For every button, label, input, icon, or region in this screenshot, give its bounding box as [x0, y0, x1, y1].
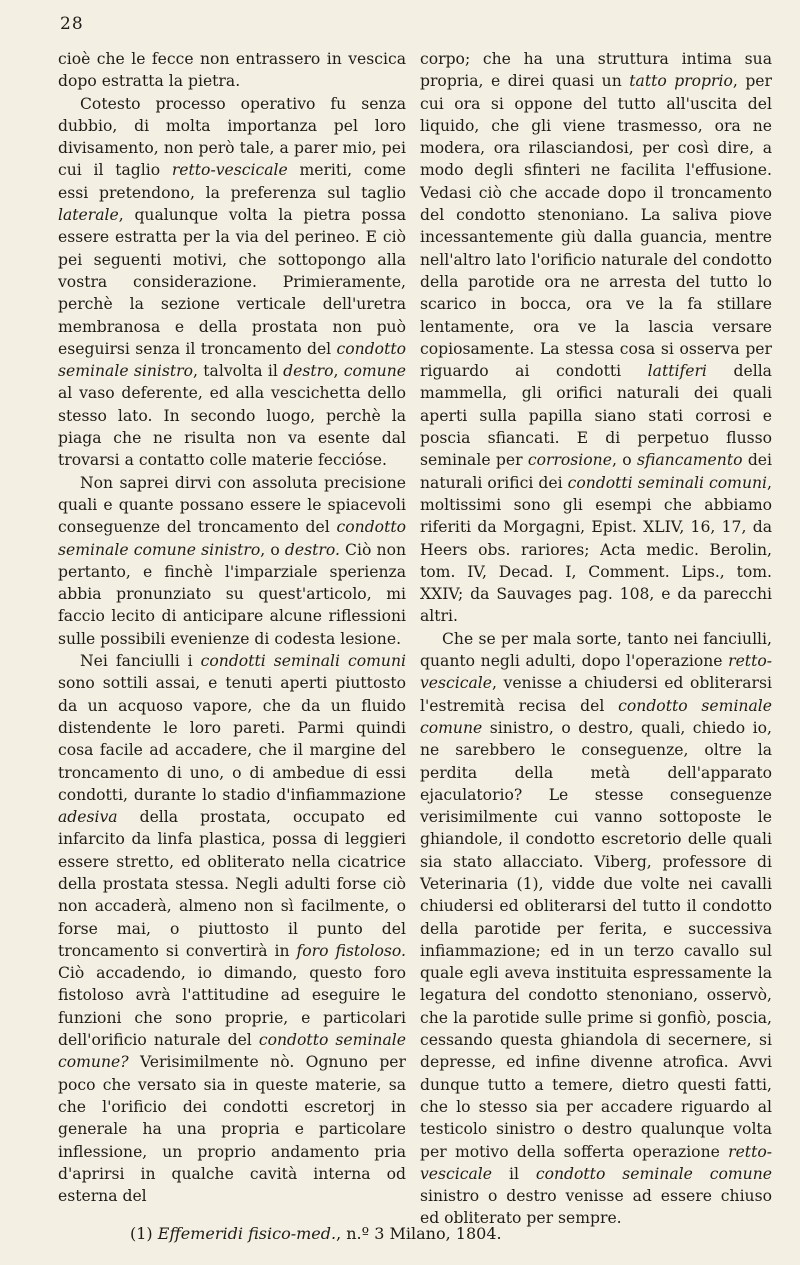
text-run: Non saprei dirvi con assoluta precisione quali e quante possano essere le spiacevoli conseguenze del troncamento del	[58, 473, 406, 537]
italic-text: laterale	[58, 206, 119, 225]
text-run: il	[492, 1164, 536, 1183]
paragraph	[58, 472, 406, 650]
text-run: Cotesto processo operativo fu senza dubbio, di molta importanza pel loro divisamento, non però tale, a parer mio, pei cui il taglio	[58, 94, 406, 180]
paragraph	[420, 48, 772, 628]
italic-text: condotti seminali comuni	[567, 473, 768, 492]
text-run: , moltissimi sono gli esempi che abbiamo riferiti da Morgagni, Epist. XLIV, 16, 17, da Heers obs. rariores; Acta medic. Berolin, tom. IV, Decad. I, Comment. Lips., tom. XXIV; da Sauvages pag. 108, e da parecchi altri.	[420, 473, 772, 626]
italic-text: condotto seminale comune?	[58, 1031, 406, 1072]
footnote	[130, 1224, 502, 1243]
text-run: Nei fanciulli i	[80, 652, 201, 671]
text-run: sono sottili assai, e tenuti aperti piuttosto da un acquoso vapore, che da un fluido distendente le loro pareti. Parmi quindi cosa facile ad accadere, che il margine del troncamento di uno, o di ambedue di essi condotti, durante lo stadio d'infiammazione	[58, 674, 406, 804]
page-number: 28	[60, 14, 84, 34]
text-run: Ciò non pertanto, e finchè l'imparziale sperienza abbia pronunziato su quest'articolo, mi faccio lecito di anticipare alcune riflessioni sulle possibili evenienze di codesta lesione.	[58, 540, 406, 648]
italic-text: retto-vescicale	[171, 161, 288, 180]
italic-text: corrosione	[527, 451, 612, 470]
italic-text: condotto seminale comune sinistro	[58, 518, 406, 559]
text-run: cioè che le fecce non entrassero in vescica dopo estratta la pietra.	[58, 50, 406, 91]
italic-text: condotto seminale comune	[420, 696, 772, 737]
text-run: , per cui ora si oppone del tutto all'uscita del liquido, che gli viene trasmesso, ora ne modera, ora rilasciandosi, per così dire, a modo degli sfinteri ne facilita l'effusione. Vedasi ciò che accade dopo il troncamento del condotto stenoniano. La saliva piove incessantemente giù dalla guancia, mentre nell'altro lato l'orificio naturale del condotto della parotide ora ne arresta del tutto lo scarico in bocca, ora ve la fa stillare lentamente, ora ve la lascia versare copiosamente. La stessa cosa si osserva per riguardo ai condotti	[420, 72, 772, 381]
text-run: sinistro o destro venisse ad essere chiuso ed obliterato per sempre.	[420, 1187, 772, 1228]
italic-text: condotto seminale sinistro	[58, 339, 406, 381]
italic-text: destro.	[284, 540, 340, 559]
italic-text: sfiancamento	[636, 451, 743, 470]
text-run: Che se per mala sorte, tanto nei fanciulli, quanto negli adulti, dopo l'operazione	[420, 629, 772, 671]
footnote-rest: , n.º 3 Milano, 1804.	[336, 1224, 502, 1243]
italic-text: adesiva	[58, 808, 118, 827]
text-run: sinistro, o destro, quali, chiedo io, ne sarebbero le conseguenze, oltre la perdita della metà dell'apparato ejaculatorio? Le stesse conseguenze verisimilmente cui vanno sottoposte le ghiandole, il condotto escretorio delle quali sia stato allacciato. Viberg, professore di Veterinaria (1), vidde due volte nei cavalli chiudersi ed obliterarsi del tutto il condotto della parotide per ferita, e successiva infiammazione; ed in un terzo cavallo sul quale egli aveva instituita espressamente la legatura del condotto stenoniano, osservò, che la parotide sulle prime si gonfiò, poscia, cessando questa ghiandola di secernere, si depresse, ed infine divenne atrofica. Avvi dunque tutto a temere, dietro questi fatti, che lo stesso sia per accadere riguardo al testicolo sinistro o destro qualunque volta per motivo della sofferta operazione	[420, 718, 772, 1161]
text-run: , talvolta il	[193, 362, 284, 381]
italic-text: destro	[283, 362, 334, 381]
italic-text: lattiferi	[647, 362, 707, 381]
text-run: , o	[260, 540, 285, 559]
footnote-journal: Effemeridi fisico-med.	[157, 1224, 337, 1243]
paragraph	[58, 93, 406, 472]
text-run: corpo; che ha una struttura intima sua propria, e direi quasi un	[420, 50, 772, 91]
text-run: della mammella, gli orifici naturali dei quali aperti sulla papilla siano stati corrosi e poscia sfiancati. E di perpetuo flusso seminale per	[420, 362, 772, 470]
text-run: della prostata, occupato ed infarcito da linfa plastica, possa di leggieri essere stretto, ed obliterato nella cicatrice della prostata stessa. Negli adulti forse ciò non accaderà, almeno non sì facilmente, o forse mai, o piuttosto il punto del troncamento si convertirà in	[58, 808, 406, 960]
footnote-marker: (1)	[130, 1224, 153, 1243]
text-run: al vaso deferente, ed alla vescichetta dello stesso lato. In secondo luogo, perchè la piaga che ne risulta non va esente dal trovarsi a contatto colle materie feccióse.	[58, 384, 406, 470]
italic-text: retto-vescicale	[420, 1142, 772, 1183]
italic-text: foro fistoloso.	[296, 941, 407, 960]
right-column	[420, 48, 772, 1230]
text-run: , qualunque volta la pietra possa essere estratta per la via del perineo. E ciò pei seguenti motivi, che sottopongo alla vostra considerazione. Primieramente, perchè la sezione verticale dell'uretra membranosa e della prostata non può eseguirsi senza il troncamento del	[58, 206, 406, 358]
paragraph	[420, 628, 772, 1230]
italic-text: comune	[343, 362, 406, 381]
italic-text: retto-vescicale	[420, 652, 772, 693]
left-column	[58, 48, 406, 1207]
text-run: Verisimilmente nò. Ognuno per poco che versato sia in queste materie, sa che l'orificio dei condotti escretorj in generale ha una propria e particolare inflessione, un proprio andamento pria d'aprirsi in qualche cavità interna od esterna del	[58, 1053, 406, 1206]
text-run: meriti, come essi pretendono, la preferenza sul taglio	[58, 161, 406, 202]
text-run: ,	[333, 362, 344, 381]
italic-text: tatto proprio	[629, 72, 733, 91]
italic-text: condotti seminali comuni	[200, 652, 406, 671]
italic-text: condotto seminale comune	[535, 1164, 772, 1183]
text-run: , o	[611, 451, 637, 470]
text-run: dei naturali orifici dei	[420, 451, 773, 492]
paragraph	[58, 650, 406, 1207]
text-run: , venisse a chiudersi ed obliterarsi l'estremità recisa del	[420, 674, 772, 715]
paragraph	[58, 48, 406, 93]
text-run: Ciò accadendo, io dimando, questo foro fistoloso avrà l'attitudine ad eseguire le funzioni che sono proprie, e particolari dell'orificio naturale del	[58, 964, 406, 1050]
